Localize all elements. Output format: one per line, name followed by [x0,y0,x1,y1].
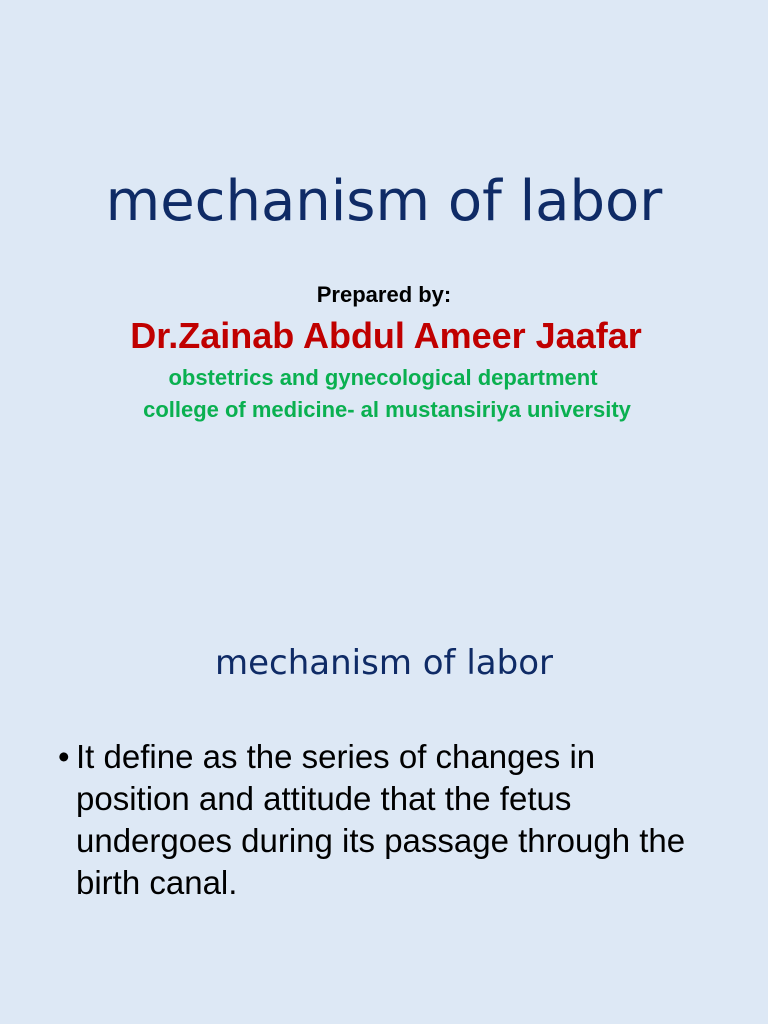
department-line: obstetrics and gynecological department [168,365,598,390]
author-name: Dr.Zainab Abdul Ameer Jaafar [130,315,642,356]
content-slide [0,576,768,1024]
slide-heading: mechanism of labor [215,643,553,683]
bullet-marker: • [58,738,70,775]
college-line: college of medicine- al mustansiriya university [143,397,631,422]
bullet-item [58,736,698,904]
prepared-by-label: Prepared by: [316,282,452,307]
bullet-text: It define as the series of changes in position and attitude that the fetus undergoes during its passage through the birth canal. [76,738,686,901]
slide-title: mechanism of labor [105,169,663,234]
bullet-list [58,736,698,904]
